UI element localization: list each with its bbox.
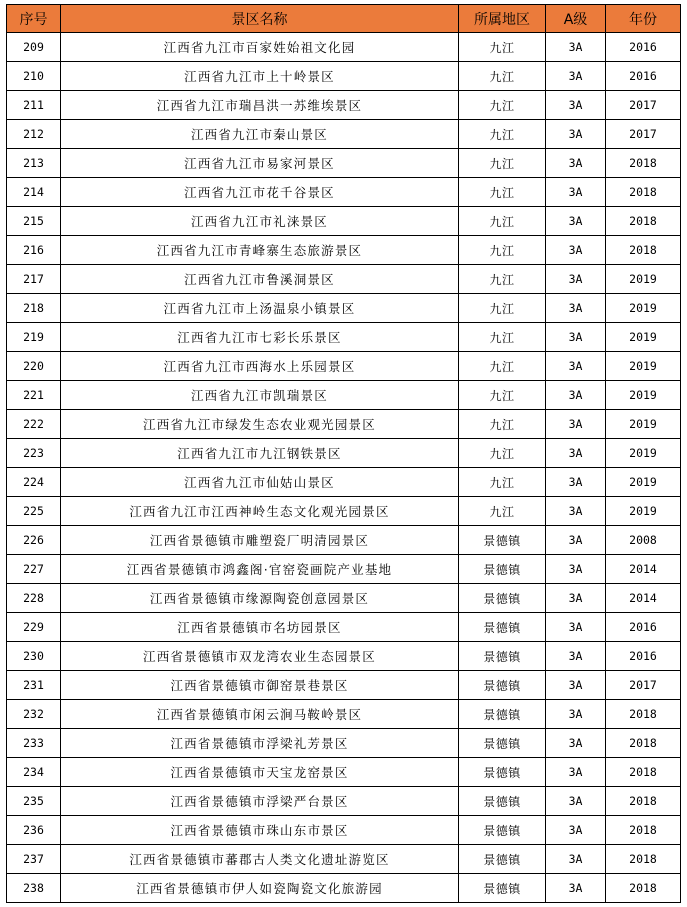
cell-a-level: 3A	[546, 294, 606, 323]
cell-scenic-name: 江西省九江市礼涞景区	[61, 207, 459, 236]
cell-scenic-name: 江西省九江市青峰寨生态旅游景区	[61, 236, 459, 265]
cell-year: 2019	[606, 439, 681, 468]
cell-scenic-name: 江西省九江市瑞昌洪一苏维埃景区	[61, 91, 459, 120]
cell-scenic-name: 江西省景德镇市伊人如瓷陶瓷文化旅游园	[61, 874, 459, 903]
cell-a-level: 3A	[546, 671, 606, 700]
cell-a-level: 3A	[546, 236, 606, 265]
cell-serial-number: 222	[7, 410, 61, 439]
cell-scenic-name: 江西省景德镇市闲云涧马鞍岭景区	[61, 700, 459, 729]
cell-scenic-name: 江西省九江市上十岭景区	[61, 62, 459, 91]
cell-serial-number: 216	[7, 236, 61, 265]
table-row	[7, 381, 681, 410]
cell-a-level: 3A	[546, 874, 606, 903]
cell-a-level: 3A	[546, 758, 606, 787]
cell-year: 2018	[606, 236, 681, 265]
header-a-level: A级	[546, 5, 606, 33]
cell-region: 景德镇	[459, 787, 546, 816]
cell-a-level: 3A	[546, 526, 606, 555]
cell-year: 2016	[606, 33, 681, 62]
cell-serial-number: 209	[7, 33, 61, 62]
cell-year: 2018	[606, 787, 681, 816]
cell-scenic-name: 江西省景德镇市雕塑瓷厂明清园景区	[61, 526, 459, 555]
cell-scenic-name: 江西省景德镇市御窑景巷景区	[61, 671, 459, 700]
cell-serial-number: 213	[7, 149, 61, 178]
cell-region: 景德镇	[459, 584, 546, 613]
table-row	[7, 352, 681, 381]
cell-year: 2018	[606, 178, 681, 207]
table-row	[7, 265, 681, 294]
cell-scenic-name: 江西省景德镇市蕃郡古人类文化遗址游览区	[61, 845, 459, 874]
cell-region: 九江	[459, 294, 546, 323]
table-header	[7, 5, 681, 33]
table-row	[7, 729, 681, 758]
cell-region: 九江	[459, 381, 546, 410]
cell-a-level: 3A	[546, 120, 606, 149]
table-row	[7, 468, 681, 497]
table-row	[7, 584, 681, 613]
cell-year: 2019	[606, 410, 681, 439]
cell-region: 景德镇	[459, 642, 546, 671]
cell-a-level: 3A	[546, 381, 606, 410]
cell-scenic-name: 江西省九江市仙姑山景区	[61, 468, 459, 497]
table-row	[7, 149, 681, 178]
table-row	[7, 439, 681, 468]
cell-year: 2018	[606, 700, 681, 729]
cell-year: 2019	[606, 468, 681, 497]
table-row	[7, 62, 681, 91]
cell-serial-number: 230	[7, 642, 61, 671]
cell-a-level: 3A	[546, 497, 606, 526]
cell-year: 2019	[606, 381, 681, 410]
cell-a-level: 3A	[546, 410, 606, 439]
cell-region: 九江	[459, 439, 546, 468]
cell-scenic-name: 江西省景德镇市缘源陶瓷创意园景区	[61, 584, 459, 613]
cell-region: 九江	[459, 352, 546, 381]
cell-a-level: 3A	[546, 845, 606, 874]
scenic-spot-table	[6, 4, 681, 903]
table-row	[7, 787, 681, 816]
cell-year: 2019	[606, 323, 681, 352]
cell-scenic-name: 江西省九江市西海水上乐园景区	[61, 352, 459, 381]
header-row	[7, 5, 681, 33]
cell-serial-number: 227	[7, 555, 61, 584]
cell-scenic-name: 江西省九江市江西神岭生态文化观光园景区	[61, 497, 459, 526]
cell-scenic-name: 江西省九江市花千谷景区	[61, 178, 459, 207]
cell-year: 2017	[606, 671, 681, 700]
cell-year: 2014	[606, 584, 681, 613]
cell-region: 九江	[459, 265, 546, 294]
header-region: 所属地区	[459, 5, 546, 33]
cell-serial-number: 212	[7, 120, 61, 149]
cell-a-level: 3A	[546, 207, 606, 236]
cell-year: 2019	[606, 352, 681, 381]
table-row	[7, 671, 681, 700]
table-row	[7, 758, 681, 787]
cell-serial-number: 224	[7, 468, 61, 497]
cell-scenic-name: 江西省九江市七彩长乐景区	[61, 323, 459, 352]
cell-serial-number: 221	[7, 381, 61, 410]
table-row	[7, 555, 681, 584]
cell-year: 2019	[606, 265, 681, 294]
table-row	[7, 410, 681, 439]
cell-a-level: 3A	[546, 642, 606, 671]
cell-year: 2016	[606, 613, 681, 642]
table-row	[7, 236, 681, 265]
table-row	[7, 816, 681, 845]
cell-region: 九江	[459, 149, 546, 178]
cell-a-level: 3A	[546, 91, 606, 120]
table-row	[7, 497, 681, 526]
cell-year: 2018	[606, 758, 681, 787]
table-row	[7, 120, 681, 149]
cell-serial-number: 234	[7, 758, 61, 787]
cell-year: 2017	[606, 120, 681, 149]
cell-scenic-name: 江西省景德镇市浮梁严台景区	[61, 787, 459, 816]
cell-serial-number: 233	[7, 729, 61, 758]
cell-region: 景德镇	[459, 816, 546, 845]
cell-serial-number: 211	[7, 91, 61, 120]
cell-year: 2019	[606, 294, 681, 323]
cell-region: 景德镇	[459, 526, 546, 555]
cell-region: 九江	[459, 178, 546, 207]
cell-scenic-name: 江西省九江市鲁溪洞景区	[61, 265, 459, 294]
cell-region: 九江	[459, 120, 546, 149]
cell-region: 景德镇	[459, 700, 546, 729]
cell-scenic-name: 江西省景德镇市天宝龙窑景区	[61, 758, 459, 787]
cell-scenic-name: 江西省九江市百家姓始祖文化园	[61, 33, 459, 62]
cell-serial-number: 231	[7, 671, 61, 700]
cell-a-level: 3A	[546, 323, 606, 352]
cell-region: 九江	[459, 33, 546, 62]
cell-serial-number: 225	[7, 497, 61, 526]
table-row	[7, 845, 681, 874]
cell-region: 景德镇	[459, 874, 546, 903]
cell-scenic-name: 江西省景德镇市双龙湾农业生态园景区	[61, 642, 459, 671]
cell-region: 九江	[459, 497, 546, 526]
table-row	[7, 207, 681, 236]
cell-scenic-name: 江西省景德镇市浮梁礼芳景区	[61, 729, 459, 758]
cell-serial-number: 236	[7, 816, 61, 845]
cell-region: 九江	[459, 236, 546, 265]
table-row	[7, 874, 681, 903]
cell-region: 景德镇	[459, 671, 546, 700]
cell-serial-number: 226	[7, 526, 61, 555]
table-row	[7, 613, 681, 642]
cell-year: 2018	[606, 149, 681, 178]
cell-region: 景德镇	[459, 729, 546, 758]
header-serial-number: 序号	[7, 5, 61, 33]
cell-serial-number: 238	[7, 874, 61, 903]
cell-a-level: 3A	[546, 265, 606, 294]
cell-serial-number: 220	[7, 352, 61, 381]
cell-a-level: 3A	[546, 787, 606, 816]
cell-region: 景德镇	[459, 845, 546, 874]
cell-a-level: 3A	[546, 700, 606, 729]
cell-a-level: 3A	[546, 149, 606, 178]
cell-serial-number: 235	[7, 787, 61, 816]
table-row	[7, 323, 681, 352]
cell-region: 九江	[459, 62, 546, 91]
cell-a-level: 3A	[546, 439, 606, 468]
cell-year: 2019	[606, 497, 681, 526]
cell-region: 景德镇	[459, 758, 546, 787]
cell-a-level: 3A	[546, 729, 606, 758]
table-row	[7, 700, 681, 729]
cell-region: 景德镇	[459, 555, 546, 584]
table-row	[7, 294, 681, 323]
cell-region: 九江	[459, 91, 546, 120]
cell-region: 九江	[459, 323, 546, 352]
cell-serial-number: 228	[7, 584, 61, 613]
cell-year: 2018	[606, 816, 681, 845]
header-scenic-name: 景区名称	[61, 5, 459, 33]
cell-year: 2016	[606, 642, 681, 671]
cell-region: 九江	[459, 410, 546, 439]
cell-year: 2017	[606, 91, 681, 120]
cell-a-level: 3A	[546, 584, 606, 613]
cell-a-level: 3A	[546, 555, 606, 584]
cell-serial-number: 217	[7, 265, 61, 294]
cell-serial-number: 237	[7, 845, 61, 874]
cell-region: 九江	[459, 207, 546, 236]
table-row	[7, 526, 681, 555]
cell-scenic-name: 江西省九江市绿发生态农业观光园景区	[61, 410, 459, 439]
cell-a-level: 3A	[546, 178, 606, 207]
cell-a-level: 3A	[546, 33, 606, 62]
cell-serial-number: 214	[7, 178, 61, 207]
cell-a-level: 3A	[546, 352, 606, 381]
cell-serial-number: 210	[7, 62, 61, 91]
cell-scenic-name: 江西省九江市易家河景区	[61, 149, 459, 178]
cell-year: 2018	[606, 845, 681, 874]
cell-year: 2018	[606, 729, 681, 758]
cell-region: 九江	[459, 468, 546, 497]
cell-region: 景德镇	[459, 613, 546, 642]
table-body	[7, 33, 681, 903]
cell-serial-number: 219	[7, 323, 61, 352]
cell-serial-number: 232	[7, 700, 61, 729]
cell-scenic-name: 江西省九江市秦山景区	[61, 120, 459, 149]
cell-scenic-name: 江西省九江市九江钢铁景区	[61, 439, 459, 468]
cell-year: 2018	[606, 207, 681, 236]
cell-a-level: 3A	[546, 468, 606, 497]
cell-a-level: 3A	[546, 816, 606, 845]
cell-serial-number: 218	[7, 294, 61, 323]
cell-scenic-name: 江西省景德镇市珠山东市景区	[61, 816, 459, 845]
cell-serial-number: 223	[7, 439, 61, 468]
cell-year: 2018	[606, 874, 681, 903]
cell-year: 2008	[606, 526, 681, 555]
cell-serial-number: 215	[7, 207, 61, 236]
cell-scenic-name: 江西省九江市上汤温泉小镇景区	[61, 294, 459, 323]
cell-scenic-name: 江西省景德镇市名坊园景区	[61, 613, 459, 642]
header-year: 年份	[606, 5, 681, 33]
cell-serial-number: 229	[7, 613, 61, 642]
cell-a-level: 3A	[546, 62, 606, 91]
cell-year: 2014	[606, 555, 681, 584]
cell-scenic-name: 江西省九江市凯瑞景区	[61, 381, 459, 410]
table-row	[7, 91, 681, 120]
cell-scenic-name: 江西省景德镇市鸿鑫阁·官窑瓷画院产业基地	[61, 555, 459, 584]
table-row	[7, 178, 681, 207]
table-row	[7, 33, 681, 62]
cell-a-level: 3A	[546, 613, 606, 642]
cell-year: 2016	[606, 62, 681, 91]
table-row	[7, 642, 681, 671]
